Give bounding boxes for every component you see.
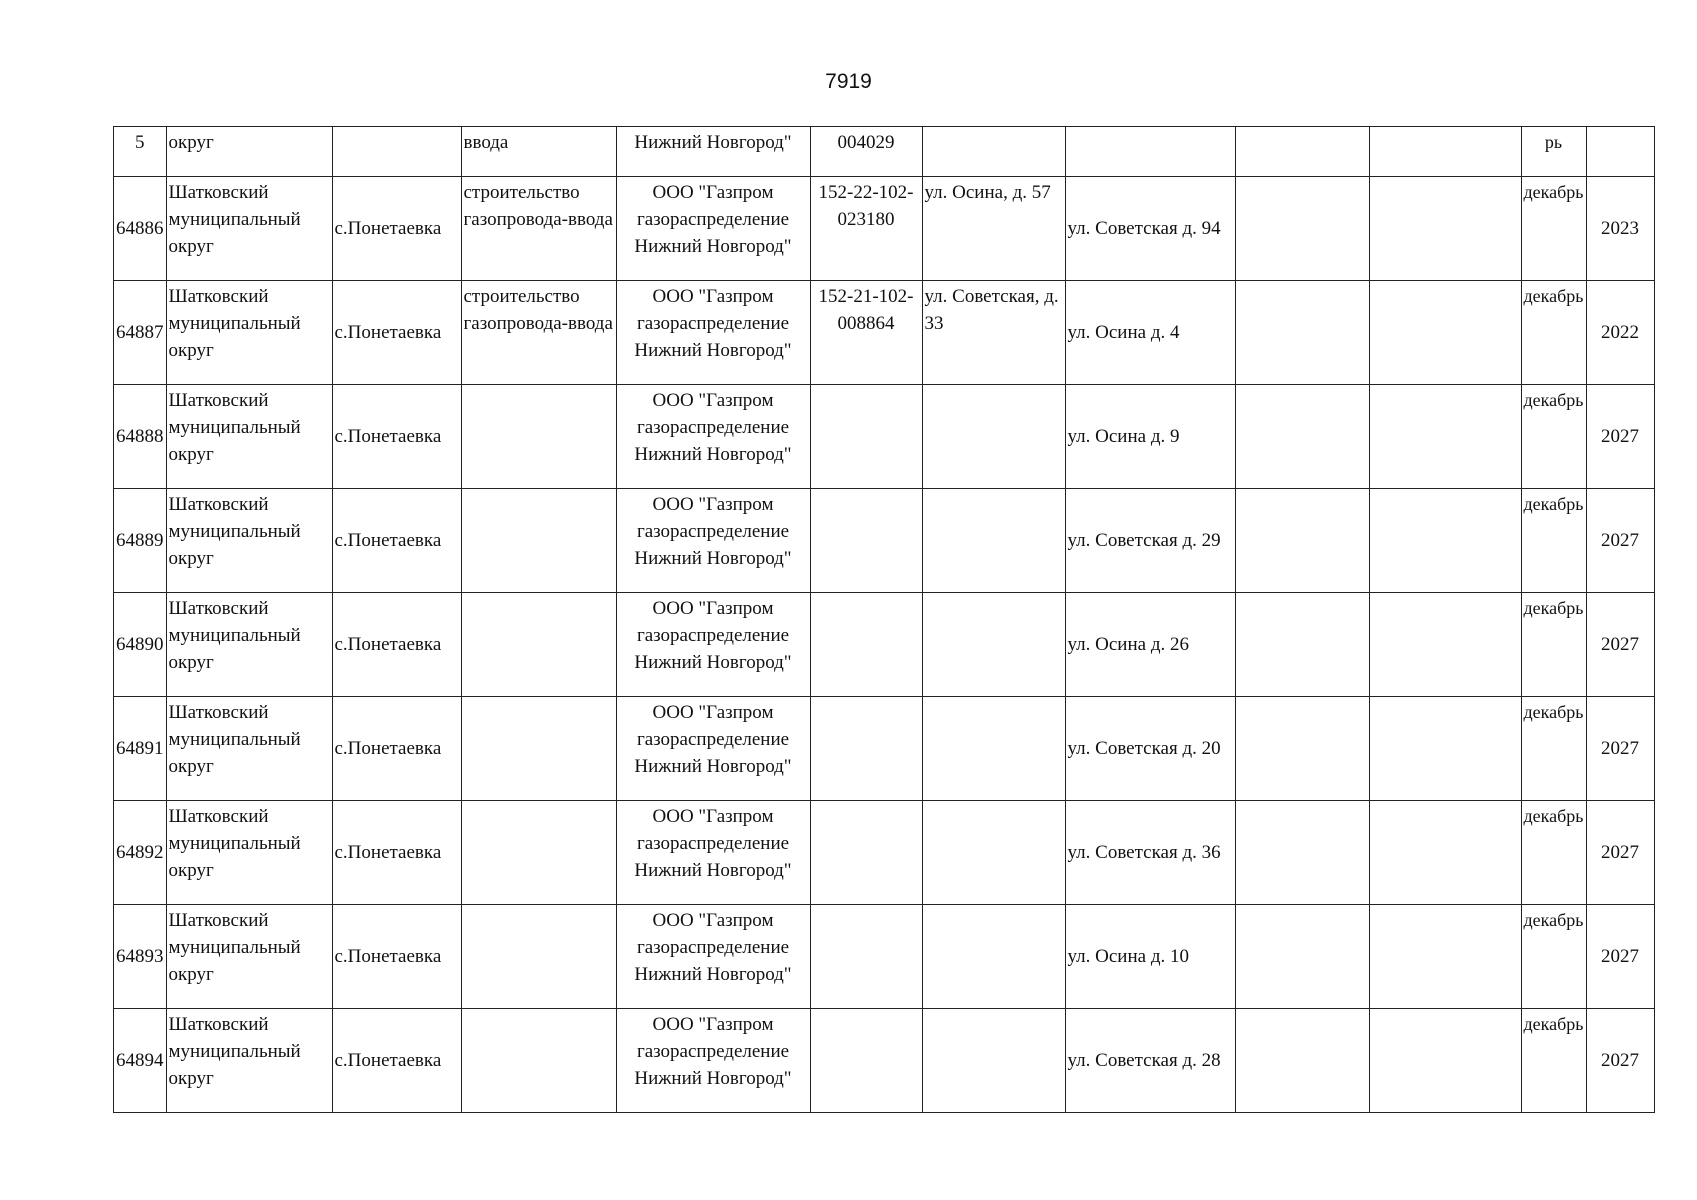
permit-number-cell (810, 801, 922, 905)
district-cell: Шатковский муниципальный округ (166, 697, 332, 801)
address-from-cell (922, 1009, 1065, 1113)
table-row (114, 177, 1655, 281)
month-cell: декабрь (1521, 177, 1586, 281)
address-to-cell: ул. Осина д. 26 (1065, 593, 1235, 697)
month-cell: декабрь (1521, 489, 1586, 593)
permit-number-cell (810, 697, 922, 801)
month-cell: рь (1521, 127, 1586, 177)
work-type-cell (461, 1009, 616, 1113)
address-from-cell: ул. Осина, д. 57 (922, 177, 1065, 281)
settlement-cell: с.Понетаевка (332, 1009, 461, 1113)
blank-cell (1235, 905, 1369, 1009)
registry-table (113, 126, 1655, 1113)
table-row (114, 281, 1655, 385)
row-number: 64889 (114, 489, 167, 593)
blank-cell (1235, 1009, 1369, 1113)
address-from-cell (922, 801, 1065, 905)
row-number: 64887 (114, 281, 167, 385)
organization-cell: ООО "Газпром газораспределение Нижний Новгород" (616, 177, 810, 281)
blank-cell (1369, 385, 1521, 489)
work-type-cell (461, 697, 616, 801)
district-cell: Шатковский муниципальный округ (166, 177, 332, 281)
address-to-cell: ул. Осина д. 10 (1065, 905, 1235, 1009)
address-from-cell: ул. Советская, д. 33 (922, 281, 1065, 385)
address-from-cell (922, 905, 1065, 1009)
year-cell: 2027 (1586, 905, 1654, 1009)
settlement-cell: с.Понетаевка (332, 593, 461, 697)
organization-cell: ООО "Газпром газораспределение Нижний Новгород" (616, 801, 810, 905)
month-cell: декабрь (1521, 593, 1586, 697)
address-from-cell (922, 697, 1065, 801)
address-from-cell (922, 385, 1065, 489)
table-row (114, 905, 1655, 1009)
year-cell: 2027 (1586, 697, 1654, 801)
permit-number-cell: 152-22-102-023180 (810, 177, 922, 281)
district-cell: Шатковский муниципальный округ (166, 385, 332, 489)
address-to-cell (1065, 127, 1235, 177)
row-number: 5 (114, 127, 167, 177)
month-cell: декабрь (1521, 697, 1586, 801)
blank-cell (1235, 281, 1369, 385)
blank-cell (1369, 1009, 1521, 1113)
row-number: 64888 (114, 385, 167, 489)
district-cell: Шатковский муниципальный округ (166, 1009, 332, 1113)
district-cell: Шатковский муниципальный округ (166, 905, 332, 1009)
address-from-cell (922, 593, 1065, 697)
permit-number-cell: 152-21-102-008864 (810, 281, 922, 385)
settlement-cell (332, 127, 461, 177)
organization-cell: ООО "Газпром газораспределение Нижний Новгород" (616, 281, 810, 385)
blank-cell (1369, 281, 1521, 385)
address-to-cell: ул. Советская д. 28 (1065, 1009, 1235, 1113)
organization-cell: ООО "Газпром газораспределение Нижний Новгород" (616, 905, 810, 1009)
permit-number-cell (810, 593, 922, 697)
address-to-cell: ул. Осина д. 4 (1065, 281, 1235, 385)
month-cell: декабрь (1521, 281, 1586, 385)
blank-cell (1369, 905, 1521, 1009)
work-type-cell (461, 905, 616, 1009)
address-to-cell: ул. Советская д. 94 (1065, 177, 1235, 281)
year-cell: 2027 (1586, 489, 1654, 593)
organization-cell: ООО "Газпром газораспределение Нижний Новгород" (616, 1009, 810, 1113)
blank-cell (1369, 697, 1521, 801)
row-number: 64893 (114, 905, 167, 1009)
work-type-cell (461, 593, 616, 697)
permit-number-cell (810, 905, 922, 1009)
page-number: 7919 (825, 70, 872, 93)
year-cell: 2022 (1586, 281, 1654, 385)
year-cell: 2023 (1586, 177, 1654, 281)
district-cell: Шатковский муниципальный округ (166, 593, 332, 697)
work-type-cell: строительство газопровода-ввода (461, 281, 616, 385)
table-row (114, 489, 1655, 593)
table-row (114, 1009, 1655, 1113)
district-cell: округ (166, 127, 332, 177)
district-cell: Шатковский муниципальный округ (166, 801, 332, 905)
row-number: 64891 (114, 697, 167, 801)
organization-cell: ООО "Газпром газораспределение Нижний Новгород" (616, 697, 810, 801)
blank-cell (1235, 697, 1369, 801)
settlement-cell: с.Понетаевка (332, 801, 461, 905)
row-number: 64892 (114, 801, 167, 905)
settlement-cell: с.Понетаевка (332, 281, 461, 385)
blank-cell (1235, 385, 1369, 489)
month-cell: декабрь (1521, 905, 1586, 1009)
address-from-cell (922, 127, 1065, 177)
year-cell: 2027 (1586, 801, 1654, 905)
settlement-cell: с.Понетаевка (332, 489, 461, 593)
permit-number-cell (810, 1009, 922, 1113)
settlement-cell: с.Понетаевка (332, 385, 461, 489)
permit-number-cell: 004029 (810, 127, 922, 177)
row-number: 64890 (114, 593, 167, 697)
district-cell: Шатковский муниципальный округ (166, 281, 332, 385)
work-type-cell (461, 385, 616, 489)
address-from-cell (922, 489, 1065, 593)
month-cell: декабрь (1521, 385, 1586, 489)
month-cell: декабрь (1521, 1009, 1586, 1113)
blank-cell (1369, 489, 1521, 593)
permit-number-cell (810, 489, 922, 593)
month-cell: декабрь (1521, 801, 1586, 905)
district-cell: Шатковский муниципальный округ (166, 489, 332, 593)
organization-cell: ООО "Газпром газораспределение Нижний Новгород" (616, 385, 810, 489)
year-cell: 2027 (1586, 385, 1654, 489)
organization-cell: Нижний Новгород" (616, 127, 810, 177)
blank-cell (1235, 177, 1369, 281)
blank-cell (1369, 801, 1521, 905)
work-type-cell: ввода (461, 127, 616, 177)
year-cell: 2027 (1586, 1009, 1654, 1113)
address-to-cell: ул. Советская д. 20 (1065, 697, 1235, 801)
table-row (114, 593, 1655, 697)
blank-cell (1235, 127, 1369, 177)
year-cell (1586, 127, 1654, 177)
blank-cell (1235, 593, 1369, 697)
table-row (114, 801, 1655, 905)
address-to-cell: ул. Советская д. 36 (1065, 801, 1235, 905)
permit-number-cell (810, 385, 922, 489)
blank-cell (1235, 489, 1369, 593)
settlement-cell: с.Понетаевка (332, 177, 461, 281)
blank-cell (1369, 127, 1521, 177)
organization-cell: ООО "Газпром газораспределение Нижний Новгород" (616, 593, 810, 697)
settlement-cell: с.Понетаевка (332, 697, 461, 801)
blank-cell (1369, 593, 1521, 697)
blank-cell (1235, 801, 1369, 905)
blank-cell (1369, 177, 1521, 281)
table-row (114, 385, 1655, 489)
address-to-cell: ул. Советская д. 29 (1065, 489, 1235, 593)
work-type-cell: строительство газопровода-ввода (461, 177, 616, 281)
address-to-cell: ул. Осина д. 9 (1065, 385, 1235, 489)
row-number: 64886 (114, 177, 167, 281)
organization-cell: ООО "Газпром газораспределение Нижний Новгород" (616, 489, 810, 593)
work-type-cell (461, 489, 616, 593)
work-type-cell (461, 801, 616, 905)
table-row (114, 127, 1655, 177)
table-row (114, 697, 1655, 801)
year-cell: 2027 (1586, 593, 1654, 697)
settlement-cell: с.Понетаевка (332, 905, 461, 1009)
row-number: 64894 (114, 1009, 167, 1113)
